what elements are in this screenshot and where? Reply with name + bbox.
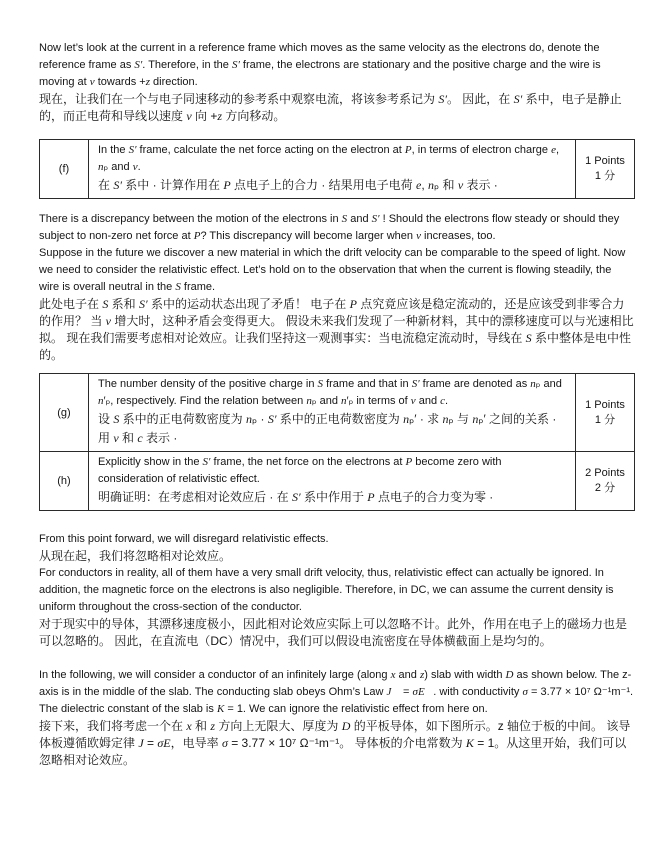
paragraph-discrepancy-en: There is a discrepancy between the motion of the electrons in S and S′ ! Should the electrons flow steady or should they subject to non-zero net force at P? This discrepancy will become larger when v increases, too. bbox=[39, 213, 620, 242]
paragraph-new-material-en: Suppose in the future we discover a new material in which the drift velocity can be comparable to the speed of light. Now we need to consider the relativistic effect. Let’s hold on to the observation that when the current is flowing steadily, the wire is overall neutral in the S frame. bbox=[39, 247, 626, 293]
question-label-f: (f) bbox=[40, 140, 89, 199]
question-body-h bbox=[89, 452, 576, 511]
points-value-zh: 2 分 bbox=[594, 482, 616, 494]
question-points-g bbox=[576, 374, 635, 452]
question-label-h: (h) bbox=[40, 452, 89, 511]
paragraph-reference-frame-en: Now let’s look at the current in a reference frame which moves as the same velocity as the electrons do, denote the reference frame as S′. Therefore, in the S′ frame, the electrons are stationary and the positive charge and the wire is moving at v towards +z direction. bbox=[39, 42, 601, 88]
points-value-en: 1 Points bbox=[585, 155, 625, 167]
question-body-g bbox=[89, 374, 576, 452]
paragraph-slab-setup-zh: 接下来，我们将考虑一个在 x 和 z 方向上无限大、厚度为 D 的平板导体，如下图所示。z 轴位于板的中间。 该导体板遵循欧姆定律 J = σE，电导率 σ = 3.77 × 10⁷ Ω⁻¹m⁻¹。 导体板的介电常数为 K = 1。从这里开始，我们可以忽略相对论效应。 bbox=[39, 719, 631, 767]
question-table-f bbox=[39, 139, 635, 199]
question-text-f-zh: 在 S′ 系中 · 计算作用在 P 点电子上的合力 · 结果用电子电荷 e, nₚ 和 v 表示 · bbox=[98, 178, 498, 192]
paragraph-discrepancy-zh: 此处电子在 S 系和 S′ 系中的运动状态出现了矛盾！ 电子在 P 点究竟应该是稳定流动的，还是应该受到非零合力的作用？ 当 v 增大时，这种矛盾会变得更大。 假设未来我们发现了一种新材料，其中的漂移速度可以与光速相比拟。 现在我们需要考虑相对论效应。让我们坚持这一观测事实：当电流稳定流动时，导线在 S 系中整体是电中性的。 bbox=[39, 297, 634, 362]
paragraph-reference-frame-zh: 现在，让我们在一个与电子同速移动的参考系中观察电流，将该参考系记为 S′。 因此，在 S′ 系中，电子是静止的，而正电荷和导线以速度 v 向 +z 方向移动。 bbox=[39, 92, 622, 123]
paragraph-slab-setup-en: In the following, we will consider a conductor of an infinitely large (along x and z) slab with width D as shown below. The z-axis is in the middle of the slab. The conducting slab obeys Ohm’s Law J⃗ = σE⃗. with conductivity σ = 3.77 × 10⁷ Ω⁻¹m⁻¹. The dielectric constant of the slab is K = 1. We can ignore the relativistic effect from here on. bbox=[39, 669, 634, 715]
paragraph-disregard-zh: 从现在起，我们将忽略相对论效应。 bbox=[39, 549, 232, 563]
question-text-g-zh: 设 S 系中的正电荷数密度为 nₚ · S′ 系中的正电荷数密度为 nₚ′ · 求 nₚ 与 nₚ′ 之间的关系 · 用 v 和 c 表示 · bbox=[98, 412, 557, 445]
paragraph-real-conductors-zh: 对于现实中的导体，其漂移速度极小，因此相对论效应实际上可以忽略不计。此外，作用在电子上的磁场力也是可以忽略的。 因此，在直流电（DC）情况中，我们可以假设电流密度在导体横截面上是均匀的。 bbox=[39, 617, 628, 648]
question-row-f bbox=[40, 140, 635, 199]
question-points-f bbox=[576, 140, 635, 199]
question-body-f bbox=[89, 140, 576, 199]
points-value-en: 2 Points bbox=[585, 467, 625, 479]
question-label-g: (g) bbox=[40, 374, 89, 452]
question-row-h bbox=[40, 452, 635, 511]
question-text-f-en: In the S′ frame, calculate the net force acting on the electron at P, in terms of electron charge e, nₚ and v. bbox=[98, 144, 560, 173]
points-value-zh: 1 分 bbox=[594, 170, 616, 182]
question-row-g bbox=[40, 374, 635, 452]
question-table-gh bbox=[39, 373, 635, 511]
question-points-h bbox=[576, 452, 635, 511]
spacer bbox=[39, 650, 634, 667]
question-text-g-en: The number density of the positive charge in S frame and that in S′ frame are denoted as nₚ and n′ₚ, respectively. Find the relation between nₚ and n′ₚ in terms of v and c. bbox=[98, 378, 562, 407]
points-value-zh: 1 分 bbox=[594, 413, 616, 426]
question-text-h-en: Explicitly show in the S′ frame, the net force on the electrons at P become zero with consideration of relativistic effect. bbox=[98, 456, 502, 485]
question-text-h-zh: 明确证明：在考虑相对论效应后 · 在 S′ 系中作用于 P 点电子的合力变为零 · bbox=[98, 490, 494, 504]
paragraph-real-conductors-en: For conductors in reality, all of them have a very small drift velocity, thus, relativistic effect can actually be ignored. In addition, the magnetic force on the electrons is also negligible. Therefore, in DC, we can assume the current density is uniform throughout the cross-section of the conductor. bbox=[39, 567, 614, 613]
paragraph-disregard-en: From this point forward, we will disregard relativistic effects. bbox=[39, 533, 329, 545]
points-value-en: 1 Points bbox=[585, 398, 625, 411]
